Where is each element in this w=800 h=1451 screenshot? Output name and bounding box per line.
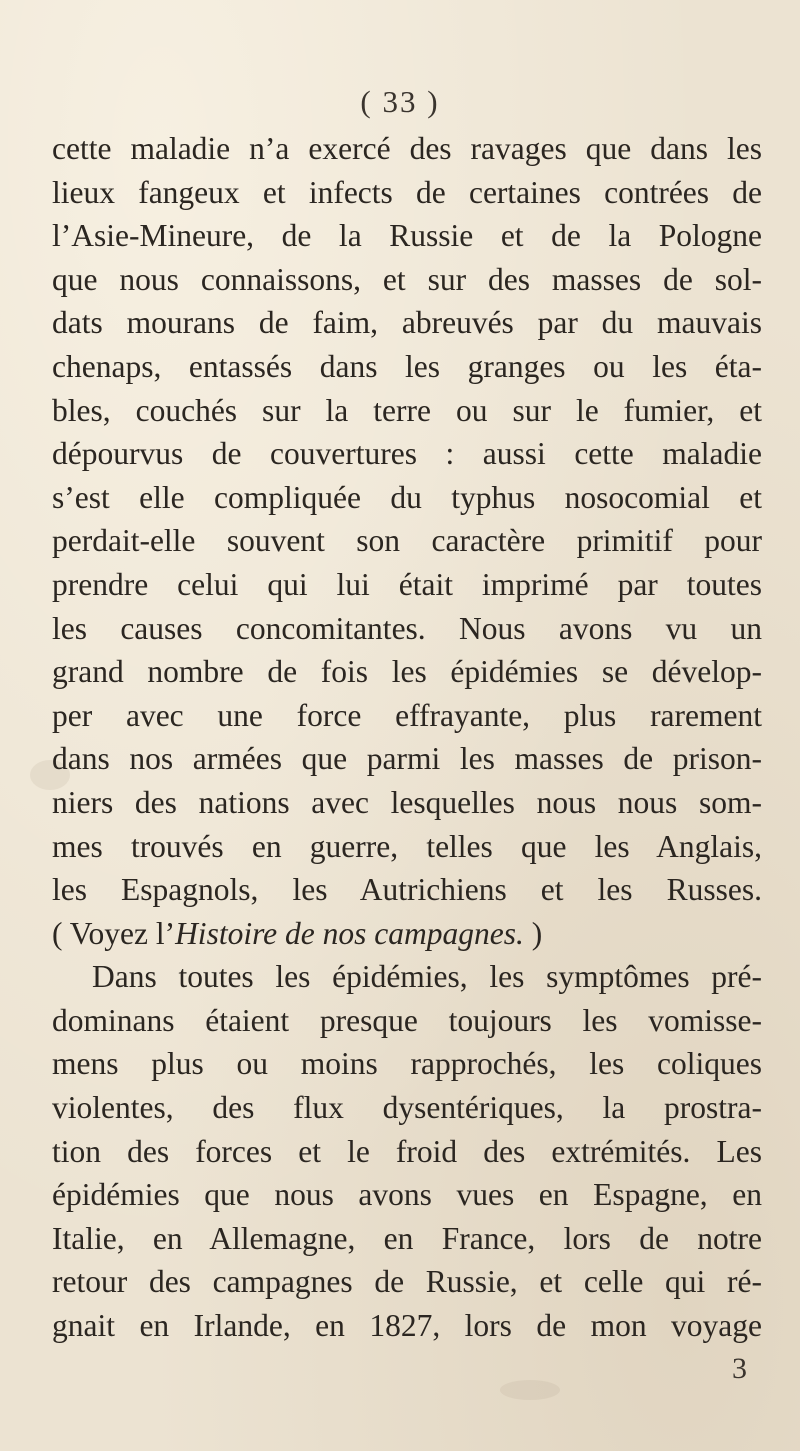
text-line: niers des nations avec lesquelles nous nous som- <box>52 784 762 820</box>
text-line: prendre celui qui lui était imprimé par toutes <box>52 566 762 602</box>
text-line: épidémies que nous avons vues en Espagne, en <box>52 1177 762 1213</box>
text-line-reference: ( Voyez l’Histoire de nos campagnes. ) <box>52 915 543 951</box>
text-line: violentes, des flux dysentériques, la prostra- <box>52 1090 762 1126</box>
signature-mark: 3 <box>732 1352 747 1385</box>
text-line: les causes concomitantes. Nous avons vu un <box>52 610 762 646</box>
body-text <box>52 127 762 1348</box>
text-line: dats mourans de faim, abreuvés par du mauvais <box>52 305 762 341</box>
book-title-italic: Histoire de nos campagnes. <box>175 915 524 951</box>
page-number: ( 33 ) <box>360 84 440 119</box>
text-line-paragraph-start: Dans toutes les épidémies, les symptômes pré- <box>92 959 762 995</box>
text-line: s’est elle compliquée du typhus nosocomial et <box>52 479 762 515</box>
text-line: l’Asie-Mineure, de la Russie et de la Pologne <box>52 218 762 254</box>
text-line: per avec une force effrayante, plus rarement <box>52 697 762 733</box>
text-line: les Espagnols, les Autrichiens et les Russes. <box>52 872 762 908</box>
text-line: mens plus ou moins rapprochés, les coliques <box>52 1046 762 1082</box>
text-line: dans nos armées que parmi les masses de prison- <box>52 741 762 777</box>
text-line: gnait en Irlande, en 1827, lors de mon voyage <box>52 1308 762 1344</box>
text-line: perdait-elle souvent son caractère primitif pour <box>52 523 762 559</box>
text-line: retour des campagnes de Russie, et celle qui ré- <box>52 1264 762 1300</box>
text-line: dépourvus de couvertures : aussi cette maladie <box>52 436 762 472</box>
text-line: cette maladie n’a exercé des ravages que dans les <box>52 131 762 166</box>
text-line: grand nombre de fois les épidémies se dévelop- <box>52 654 762 690</box>
text-line: lieux fangeux et infects de certaines contrées de <box>52 174 762 210</box>
text-line: tion des forces et le froid des extrémités. Les <box>52 1133 762 1169</box>
text-line: bles, couchés sur la terre ou sur le fumier, et <box>52 392 762 428</box>
text-line: chenaps, entassés dans les granges ou les éta- <box>52 348 762 384</box>
paper-stain <box>500 1380 560 1400</box>
text-line: mes trouvés en guerre, telles que les Anglais, <box>52 828 762 864</box>
text-line: que nous connaissons, et sur des masses de sol- <box>52 261 762 297</box>
text-line: dominans étaient presque toujours les vomisse- <box>52 1002 762 1038</box>
text-line: Italie, en Allemagne, en France, lors de notre <box>52 1220 762 1256</box>
